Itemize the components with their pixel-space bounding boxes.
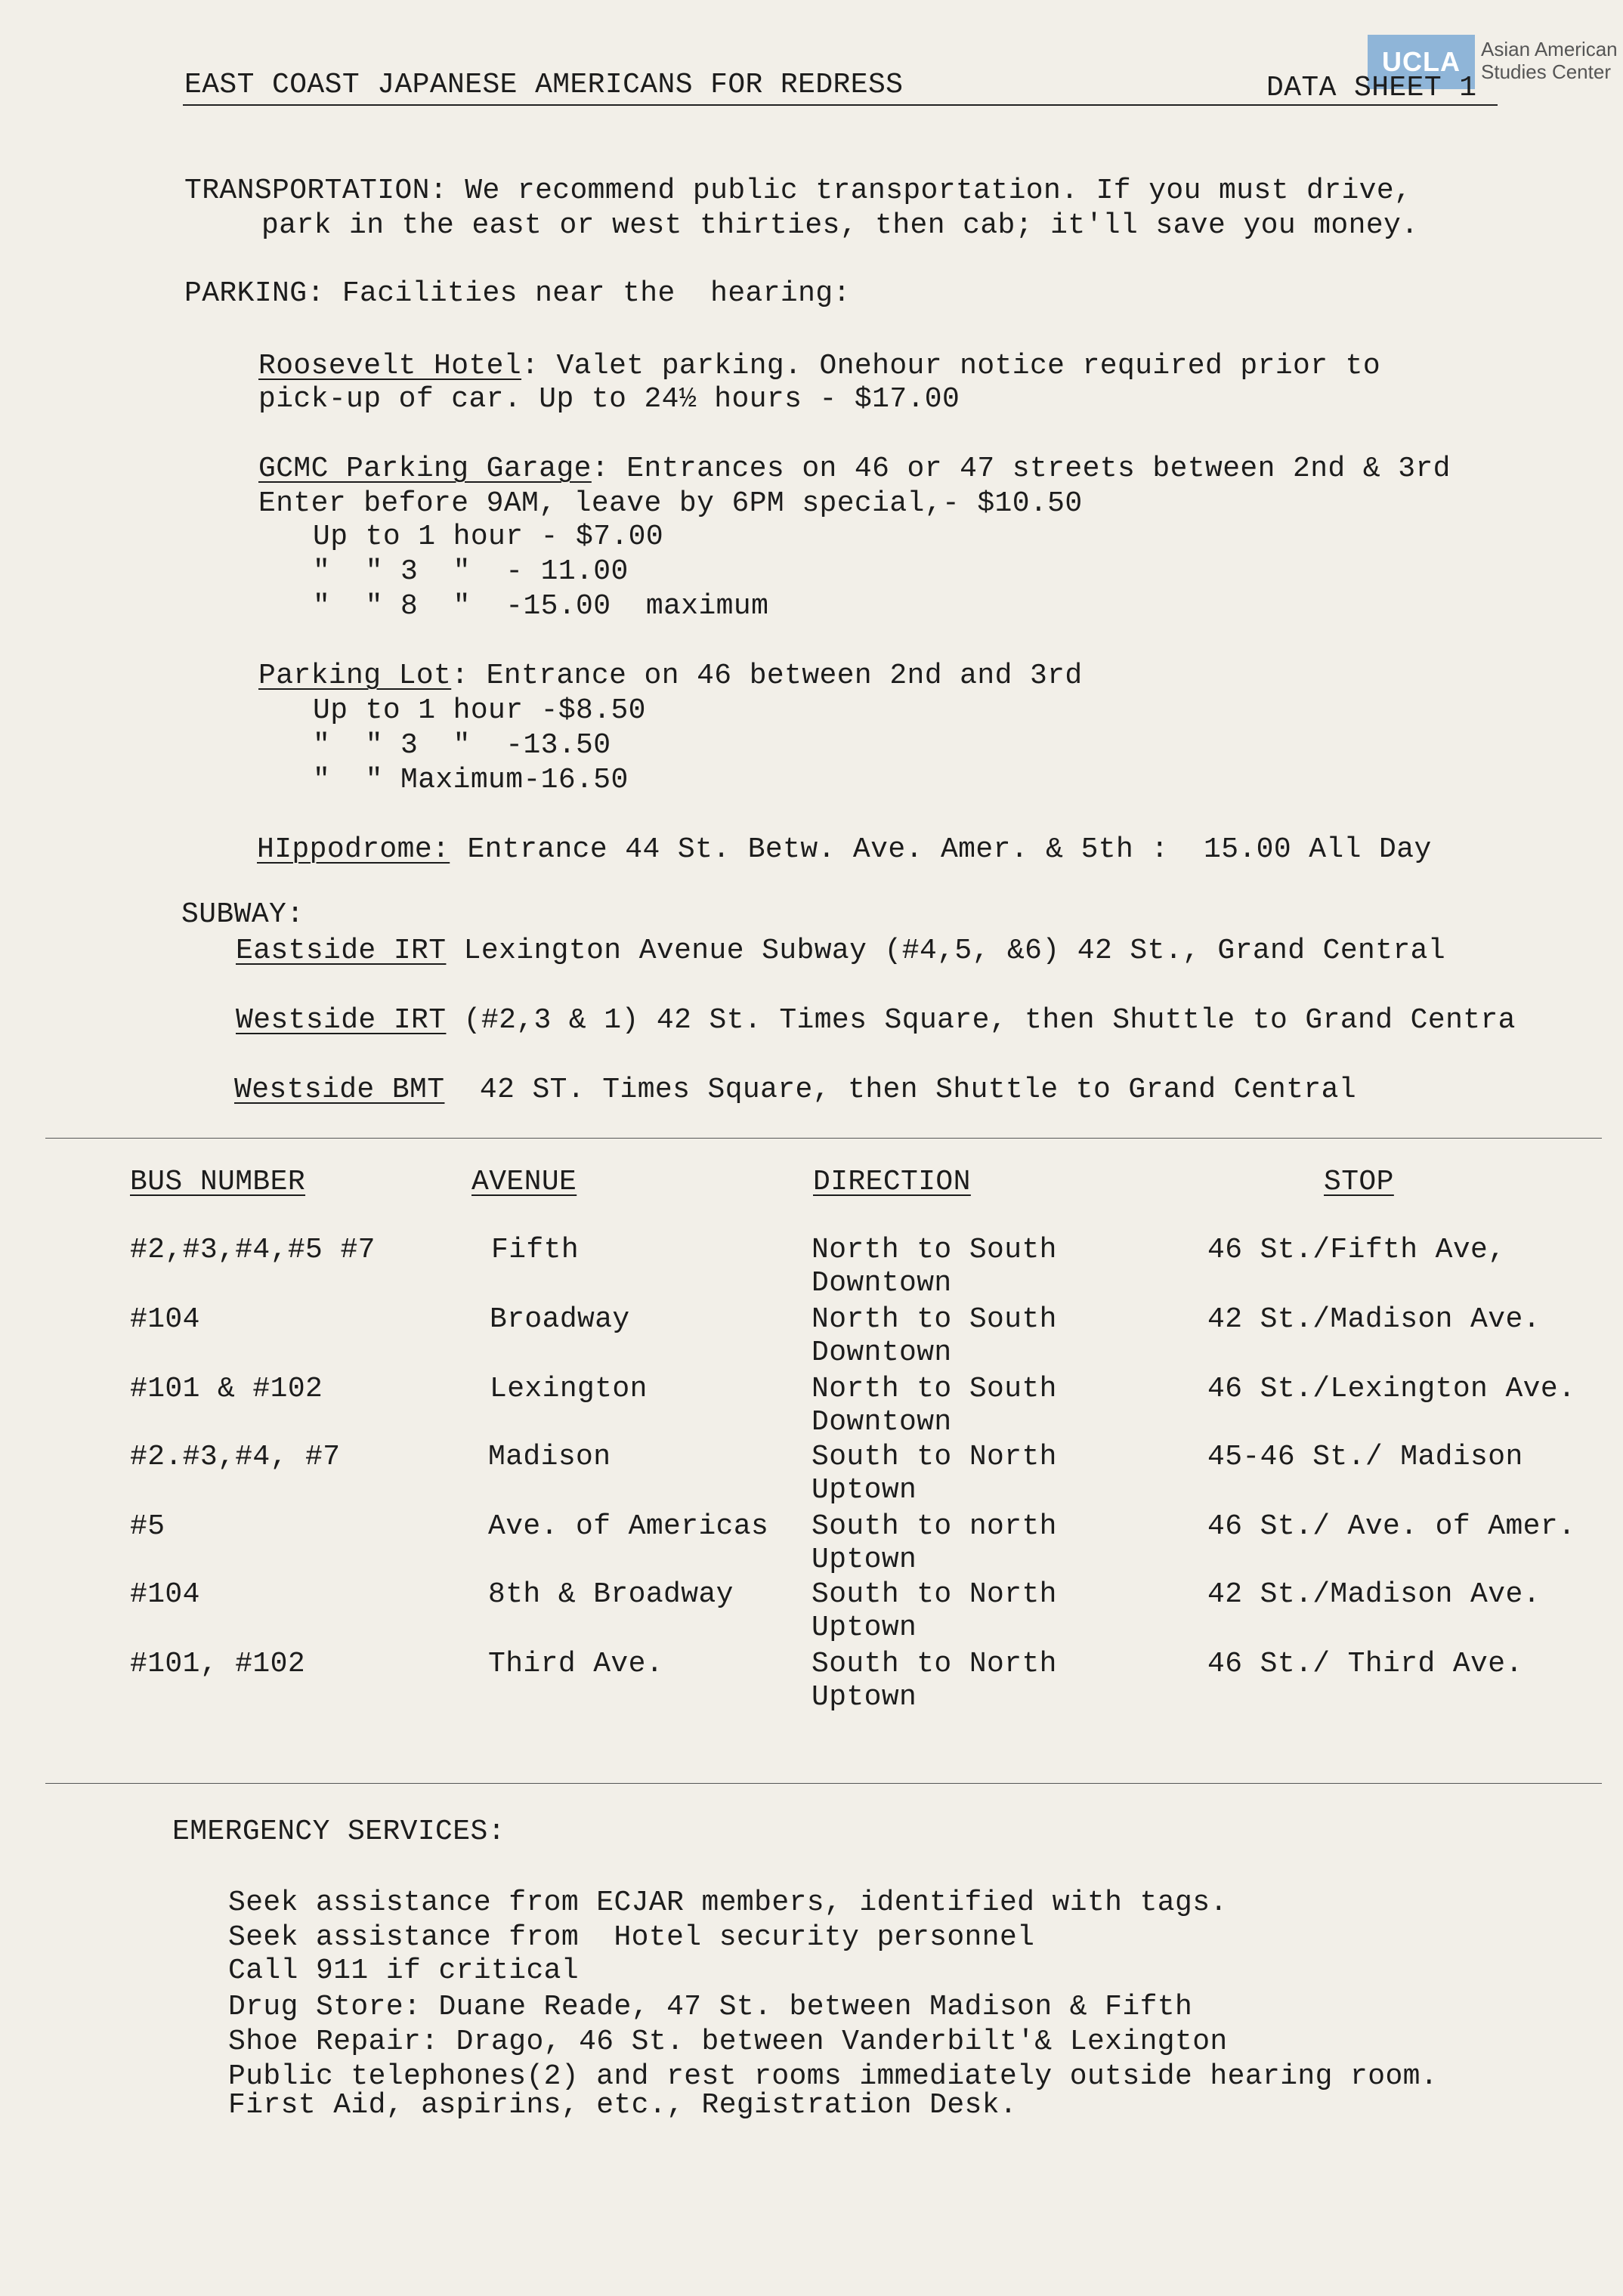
bus-number: #104: [130, 1578, 200, 1611]
emergency-line-1: Seek assistance from ECJAR members, identified with tags.: [228, 1887, 1228, 1919]
emergency-line-5: Shoe Repair: Drago, 46 St. between Vanderbilt'& Lexington: [228, 2026, 1228, 2058]
roosevelt-name: Roosevelt Hotel: [258, 350, 522, 382]
subway-name-2: Westside IRT: [236, 1004, 447, 1037]
bus-avenue: Ave. of Americas: [488, 1510, 769, 1543]
gcmc-rate-3: " " 8 " -15.00 maximum: [313, 590, 769, 623]
bus-direction-sub: Uptown: [812, 1681, 917, 1714]
subway-line-2: [236, 1003, 1516, 1038]
header-sheet: DATA SHEET 1: [1266, 72, 1477, 104]
bus-stop: 45-46 St./ Madison: [1207, 1441, 1523, 1473]
lot-rate-1: Up to 1 hour -$8.50: [313, 694, 646, 727]
section-rule-2: [45, 1783, 1602, 1784]
lot-name: Parking Lot: [258, 660, 452, 692]
transportation-line-2: park in the east or west thirties, then cab; it'll save you money.: [261, 209, 1419, 242]
bus-stop: 46 St./Lexington Ave.: [1207, 1373, 1576, 1405]
bus-direction: South to North: [812, 1578, 1057, 1611]
emergency-line-6: Public telephones(2) and rest rooms immediately outside hearing room.: [228, 2060, 1439, 2093]
bus-avenue: Lexington: [490, 1373, 648, 1405]
section-rule-1: [45, 1138, 1602, 1139]
bus-stop: 46 St./Fifth Ave,: [1207, 1234, 1506, 1266]
bus-stop: 42 St./Madison Ave.: [1207, 1303, 1541, 1336]
bus-direction: South to North: [812, 1648, 1057, 1680]
lot-rest: : Entrance on 46 between 2nd and 3rd: [451, 660, 1083, 692]
bus-direction: South to north: [812, 1510, 1057, 1543]
header-rule: [183, 104, 1498, 106]
gcmc-line-1: [258, 452, 1451, 487]
bus-direction: South to North: [812, 1441, 1057, 1473]
bus-stop: 42 St./Madison Ave.: [1207, 1578, 1541, 1611]
header-org: EAST COAST JAPANESE AMERICANS FOR REDRESS: [184, 69, 904, 101]
bus-number: #2,#3,#4,#5 #7: [130, 1234, 376, 1266]
hippodrome-line: [257, 833, 1432, 867]
emergency-line-7: First Aid, aspirins, etc., Registration Desk.: [228, 2089, 1018, 2121]
subway-rest-1: Lexington Avenue Subway (#4,5, &6) 42 St., Grand Central: [446, 935, 1446, 967]
bus-avenue: Third Ave.: [488, 1648, 664, 1680]
emergency-heading: EMERGENCY SERVICES:: [172, 1815, 505, 1848]
gcmc-rest: : Entrances on 46 or 47 streets between 2nd & 3rd: [591, 453, 1451, 485]
subway-line-1: [236, 934, 1445, 969]
emergency-line-2: Seek assistance from Hotel security personnel: [228, 1921, 1035, 1954]
emergency-line-4: Drug Store: Duane Reade, 47 St. between Madison & Fifth: [228, 1991, 1193, 2023]
bus-number: #101 & #102: [130, 1373, 323, 1405]
roosevelt-line-1: [258, 349, 1380, 384]
lot-rate-3: " " Maximum-16.50: [313, 764, 629, 796]
bus-direction: North to South: [812, 1303, 1057, 1336]
roosevelt-rest: : Valet parking. Onehour notice required prior to: [521, 350, 1381, 382]
bus-direction-sub: Uptown: [812, 1612, 917, 1644]
lot-line-1: [258, 659, 1083, 694]
parking-heading: PARKING: Facilities near the hearing:: [184, 277, 851, 310]
bus-header-direction: DIRECTION: [813, 1166, 971, 1198]
gcmc-line-2: Enter before 9AM, leave by 6PM special,- $10.50: [258, 487, 1083, 520]
bus-number: #2.#3,#4, #7: [130, 1441, 341, 1473]
bus-number: #101, #102: [130, 1648, 306, 1680]
bus-direction-sub: Uptown: [812, 1544, 917, 1576]
bus-direction-sub: Uptown: [812, 1474, 917, 1506]
bus-direction-sub: Downtown: [812, 1337, 952, 1369]
subway-name-3: Westside BMT: [234, 1074, 445, 1106]
logo-line-1: Asian American: [1481, 38, 1618, 60]
gcmc-name: GCMC Parking Garage: [258, 453, 592, 485]
logo-line-2: Studies Center: [1481, 60, 1611, 83]
subway-name-1: Eastside IRT: [236, 935, 447, 967]
bus-direction: North to South: [812, 1373, 1057, 1405]
logo-text: [1481, 38, 1623, 83]
bus-avenue: Madison: [488, 1441, 611, 1473]
subway-line-3: [234, 1073, 1356, 1108]
gcmc-rate-2: " " 3 " - 11.00: [313, 555, 629, 588]
bus-stop: 46 St./ Third Ave.: [1207, 1648, 1523, 1680]
bus-direction: North to South: [812, 1234, 1057, 1266]
bus-avenue: Broadway: [490, 1303, 630, 1336]
hippodrome-rest: Entrance 44 St. Betw. Ave. Amer. & 5th : 15.00 All Day: [450, 833, 1432, 866]
bus-avenue: 8th & Broadway: [488, 1578, 734, 1611]
hippodrome-name: HIppodrome:: [257, 833, 450, 866]
bus-stop: 46 St./ Ave. of Amer.: [1207, 1510, 1576, 1543]
bus-header-number: BUS NUMBER: [130, 1166, 306, 1198]
bus-direction-sub: Downtown: [812, 1267, 952, 1299]
bus-direction-sub: Downtown: [812, 1406, 952, 1438]
ucla-mark: UCLA: [1368, 35, 1475, 89]
lot-rate-2: " " 3 " -13.50: [313, 729, 611, 762]
gcmc-rate-1: Up to 1 hour - $7.00: [313, 521, 664, 553]
emergency-line-3: Call 911 if critical: [228, 1955, 580, 1987]
bus-header-avenue: AVENUE: [471, 1166, 577, 1198]
bus-avenue: Fifth: [491, 1234, 580, 1266]
subway-heading: SUBWAY:: [181, 898, 305, 931]
bus-number: #104: [130, 1303, 200, 1336]
roosevelt-line-2: pick-up of car. Up to 24½ hours - $17.00: [258, 383, 960, 416]
subway-rest-2: (#2,3 & 1) 42 St. Times Square, then Shuttle to Grand Centra: [446, 1004, 1516, 1037]
subway-rest-3: 42 ST. Times Square, then Shuttle to Grand Central: [444, 1074, 1357, 1106]
bus-header-stop: STOP: [1324, 1166, 1394, 1198]
bus-number: #5: [130, 1510, 165, 1543]
transportation-line-1: TRANSPORTATION: We recommend public transportation. If you must drive,: [184, 175, 1412, 207]
